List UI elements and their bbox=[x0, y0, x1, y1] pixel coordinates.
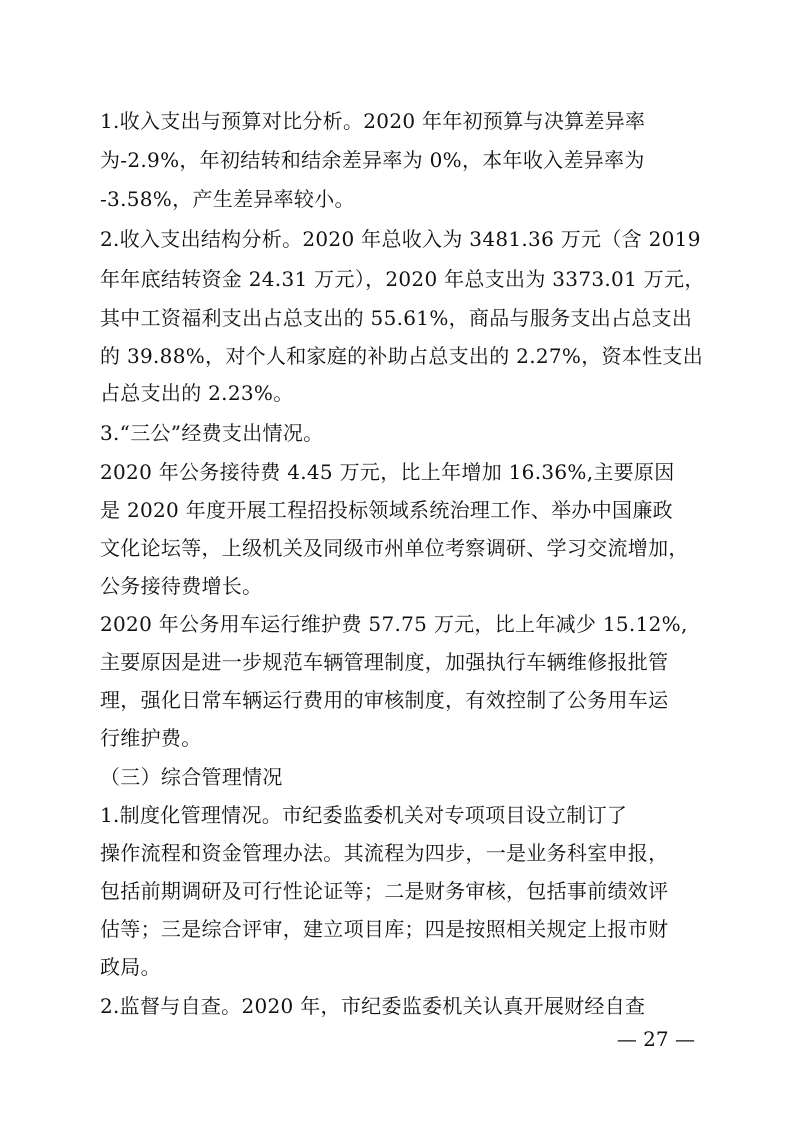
text-line: 估等；三是综合评审，建立项目库；四是按照相关规定上报市财 bbox=[100, 917, 669, 941]
text-line: 包括前期调研及可行性论证等；二是财务审核，包括事前绩效评 bbox=[100, 879, 669, 903]
text-line: 年年底结转资金 24.31 万元），2020 年总支出为 3373.01 万元， bbox=[100, 267, 705, 291]
text-line: 文化论坛等，上级机关及同级市州单位考察调研、学习交流增加， bbox=[100, 536, 689, 560]
text-line: 为-2.9%，年初结转和结余差异率为 0%，本年收入差异率为 bbox=[100, 148, 645, 172]
text-line: 2020 年公务接待费 4.45 万元，比上年增加 16.36%,主要原因 bbox=[100, 460, 675, 484]
text-line: 的 39.88%，对个人和家庭的补助占总支出的 2.27%，资本性支出 bbox=[100, 344, 704, 368]
section-heading: （三）综合管理情况 bbox=[100, 765, 283, 789]
text-line: 其中工资福利支出占总支出的 55.61%，商品与服务支出占总支出 bbox=[100, 306, 693, 330]
text-line: 占总支出的 2.23%。 bbox=[100, 381, 294, 405]
text-line: 2020 年公务用车运行维护费 57.75 万元，比上年减少 15.12%, bbox=[100, 612, 688, 636]
text-line: 2.收入支出结构分析。2020 年总收入为 3481.36 万元（含 2019 bbox=[100, 227, 701, 251]
text-line: 政局。 bbox=[100, 955, 161, 979]
text-line: 主要原因是进一步规范车辆管理制度，加强执行车辆维修报批管 bbox=[100, 650, 669, 674]
text-line: 3.“三公”经费支出情况。 bbox=[100, 421, 324, 445]
text-line: 1.收入支出与预算对比分析。2020 年年初预算与决算差异率 bbox=[100, 109, 646, 133]
text-line: 1.制度化管理情况。市纪委监委机关对专项项目设立制订了 bbox=[100, 803, 628, 827]
text-line: 2.监督与自查。2020 年，市纪委监委机关认真开展财经自查 bbox=[100, 994, 646, 1018]
page-number: — 27 — bbox=[616, 1027, 695, 1051]
text-line: -3.58%，产生差异率较小。 bbox=[100, 187, 355, 211]
text-line: 是 2020 年度开展工程招投标领域系统治理工作、举办中国廉政 bbox=[100, 498, 673, 522]
text-line: 公务接待费增长。 bbox=[100, 574, 263, 598]
text-line: 行维护费。 bbox=[100, 726, 202, 750]
text-line: 理，强化日常车辆运行费用的审核制度，有效控制了公务用车运 bbox=[100, 688, 669, 712]
text-line: 操作流程和资金管理办法。其流程为四步，一是业务科室申报， bbox=[100, 841, 669, 865]
